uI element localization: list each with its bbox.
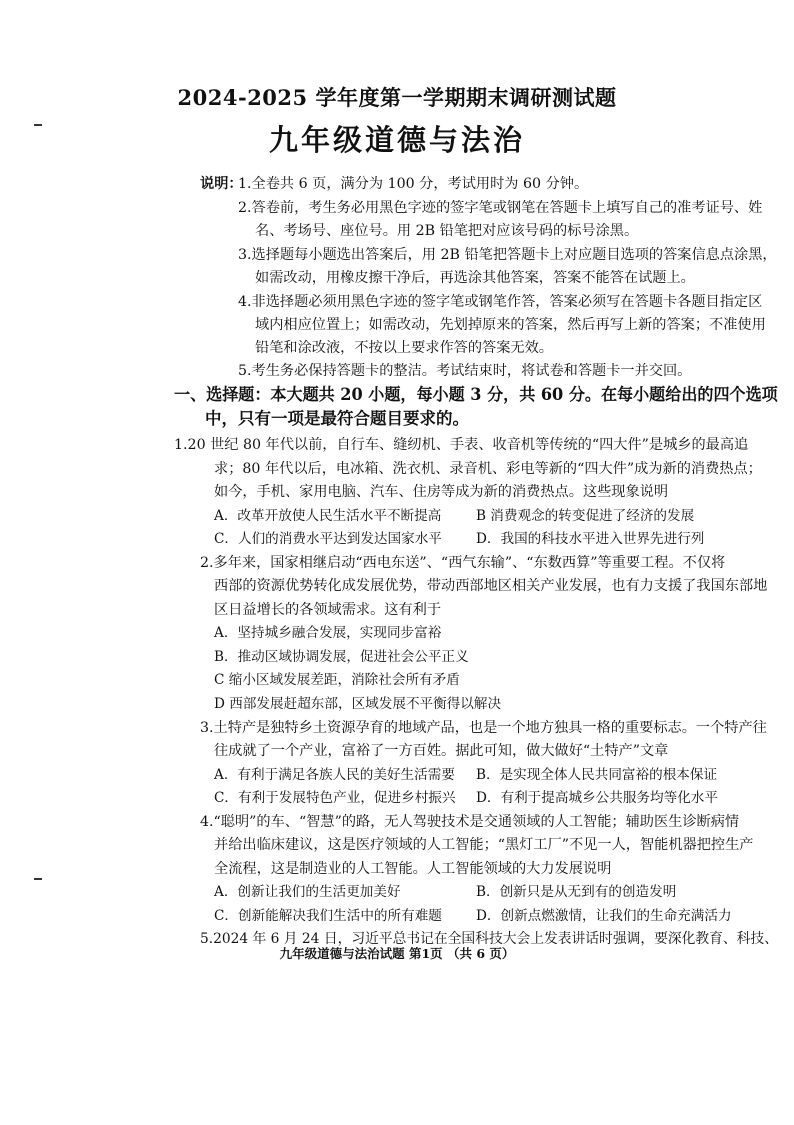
subject-title: 九年级道德与法治: [268, 123, 525, 157]
option-b: B．推动区域协调发展，促进社会公平正义: [214, 649, 469, 665]
option-a: A．坚持城乡融合发展，实现同步富裕: [214, 625, 442, 641]
question-stem: 区日益增长的各领域需求。这有利于: [214, 602, 442, 618]
question-stem: 全流程，这是制造业的人工智能。人工智能领域的大力发展说明: [214, 861, 612, 877]
option-c: C．人们的消费水平达到发达国家水平: [214, 531, 442, 547]
scan-mark-bottom: [34, 878, 42, 880]
page-footer: 九年级道德与法治试题 第1页 （共 6 页）: [279, 946, 515, 961]
option-c: C．创新能解决我们生活中的所有难题: [214, 908, 442, 924]
note-line: 4.非选择题必须用黑色字迹的签字笔或钢笔作答，答案必须写在答题卡各题目指定区: [238, 294, 763, 310]
question-stem: 并给出临床建议，这是医疗领域的人工智能；“黑灯工厂”不见一人，智能机器把控生产: [214, 837, 754, 853]
section-heading: 一、选择题：本大题共 20 小题，每小题 3 分，共 60 分。在每小题给出的四个选项: [174, 385, 778, 404]
option-b: B．是实现全体人民共同富裕的根本保证: [476, 767, 718, 783]
question-stem: 如今，手机、家用电脑、汽车、住房等成为新的消费热点。这些现象说明: [214, 484, 669, 500]
option-a: A．创新让我们的生活更加美好: [214, 884, 401, 900]
option-a: A．有利于满足各族人民的美好生活需要: [214, 767, 455, 783]
option-d: D．创新点燃激情，让我们的生命充满活力: [476, 908, 732, 924]
option-d: D．有利于提高城乡公共服务均等化水平: [476, 790, 718, 806]
note-line: 域内相应位置上；如需改动，先划掉原来的答案，然后再写上新的答案；不准使用: [255, 317, 766, 333]
note-line: 如需改动，用橡皮擦干净后，再选涂其他答案，答案不能答在试题上。: [255, 270, 695, 286]
question-stem: 4.“聪明”的车、“智慧”的路，无人驾驶技术是交通领域的人工智能；辅助医生诊断病情: [200, 814, 740, 830]
exam-title: 2024-2025 学年度第一学期期末调研测试题: [177, 85, 617, 110]
question-stem: 5.2024 年 6 月 24 日，习近平总书记在全国科技大会上发表讲话时强调，要深化教育、科技、: [200, 931, 778, 947]
option-c: C 缩小区域发展差距，消除社会所有矛盾: [214, 672, 460, 688]
question-stem: 往成就了一个产业，富裕了一方百姓。据此可知，做大做好“土特产”文章: [214, 743, 669, 759]
section-heading-cont: 中，只有一项是最符合题目要求的。: [205, 409, 469, 428]
option-b: B．创新只是从无到有的创造发明: [476, 884, 677, 900]
question-stem: 西部的资源优势转化成发展优势，带动西部地区相关产业发展，也有力支援了我国东部地: [214, 578, 768, 594]
note-line: 铅笔和涂改液，不按以上要求作答的答案无效。: [255, 340, 553, 356]
note-line: 2.答卷前，考生务必用黑色字迹的签字笔或钢笔在答题卡上填写自己的准考证号、姓: [238, 200, 763, 216]
question-stem: 求；80 年代以后，电冰箱、洗衣机、录音机、彩电等新的“四大件”成为新的消费热点；: [214, 461, 762, 477]
notes-label: 说明：: [200, 176, 243, 192]
note-line: 5.考生务必保持答题卡的整洁。考试结束时，将试卷和答题卡一并交回。: [238, 363, 692, 379]
note-line: 名、考场号、座位号。用 2B 铅笔把对应该号码的标号涂黑。: [255, 223, 639, 239]
option-a: A．改革开放使人民生活水平不断提高: [214, 508, 442, 524]
question-stem: 1.20 世纪 80 年代以前，自行车、缝纫机、手表、收音机等传统的“四大件”是城乡的最高追: [174, 437, 749, 453]
note-line: 1.全卷共 6 页，满分为 100 分，考试用时为 60 分钟。: [238, 176, 589, 192]
option-d: D 西部发展赶超东部，区域发展不平衡得以解决: [214, 696, 502, 712]
note-line: 3.选择题每小题选出答案后，用 2B 铅笔把答题卡上对应题目选项的答案信息点涂黑，: [238, 247, 777, 263]
question-stem: 2.多年来，国家相继启动“西电东送”、“西气东输”、“东数西算”等重要工程。不仅将: [200, 555, 726, 571]
question-stem: 3.土特产是独特乡土资源孕育的地域产品，也是一个地方独具一格的重要标志。一个特产往: [200, 720, 767, 736]
option-c: C．有利于发展特色产业，促进乡村振兴: [214, 790, 456, 806]
option-b: B 消费观念的转变促进了经济的发展: [476, 508, 695, 524]
option-d: D．我国的科技水平进入世界先进行列: [476, 531, 705, 547]
